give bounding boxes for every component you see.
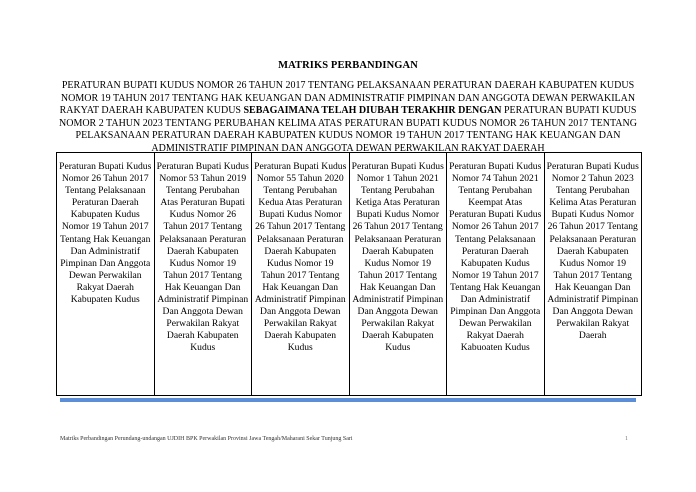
table-row — [57, 153, 642, 396]
page-number: 1 — [625, 436, 628, 442]
matrix-cell-regulation-2: Peraturan Bupati Kudus Nomor 53 Tahun 2019 Tentang Perubahan Atas Peraturan Bupati Kudus Nomor 26 Tahun 2017 Tentang Pelaksanaan Peraturan Daerah Kabupaten Kudus Nomor 19 Tahun 2017 Tentang Hak Keuangan Dan Administratif Pimpinan Dan Anggota Dewan Perwakilan Rakyat Daerah Kabupaten Kudus — [154, 153, 252, 396]
comparison-matrix-table — [56, 152, 642, 396]
matrix-cell-regulation-1: Peraturan Bupati Kudus Nomor 26 Tahun 2017 Tentang Pelaksanaan Peraturan Daerah Kabupaten Kudus Nomor 19 Tahun 2017 Tentang Hak Keuangan Dan Administratif Pimpinan Dan Anggota Dewan Perwakilan Rakyat Daerah Kabupaten Kudus — [57, 153, 155, 396]
footer-text: Matriks Perbandingan Perundang-undangan UJDIH BPK Perwakilan Provinsi Jawa Tengah/Maharani Sekar Tunjung Sari — [60, 436, 353, 442]
subtitle-bold-phrase: SEBAGAIMANA TELAH DIUBAH TERAKHIR DENGAN — [243, 105, 502, 117]
matrix-cell-regulation-3: Peraturan Bupati Kudus Nomor 55 Tahun 2020 Tentang Perubahan Kedua Atas Peraturan Bupati Kudus Nomor 26 Tahun 2017 Tentang Pelaksanaan Peraturan Daerah Kabupaten Kudus Nomor 19 Tahun 2017 Tentang Hak Keuangan Dan Administratif Pimpinan Dan Anggota Dewan Perwakilan Rakyat Daerah Kabupaten Kudus — [252, 153, 350, 396]
matrix-cell-regulation-5: Peraturan Bupati Kudus Nomor 74 Tahun 2021 Tentang Perubahan Keempat Atas Peraturan Bupati Kudus Nomor 26 Tahun 2017 Tentang Pelaksanaan Peraturan Daerah Kabupaten Kudus Nomor 19 Tahun 2017 Tentang Hak Keuangan Dan Administratif Pimpinan Dan Anggota Dewan Perwakilan Rakyat Daerah Kabuoaten Kudus — [447, 153, 545, 396]
subtitle-part-2: PERATURAN BUPATI KUDUS NOMOR 2 TAHUN 2023 TENTANG PERUBAHAN KELIMA ATAS PERATURAN BUPATI KUDUS NOMOR 26 TAHUN 2017 TENTANG PELAKSANAAN PERATURAN DAERAH KABUPATEN KUDUS NOMOR 19 TAHUN 2017 TENTANG HAK KEUANGAN DAN ADMINISTRATIF PIMPINAN DAN ANGGOTA DEWAN PERWAKILAN RAKYAT DAERAH — [59, 105, 637, 154]
footer-divider-bar — [60, 398, 636, 402]
document-subtitle — [56, 80, 640, 156]
matrix-cell-regulation-6: Peraturan Bupati Kudus Nomor 2 Tahun 2023 Tentang Perubahan Kelima Atas Peraturan Bupati Kudus Nomor 26 Tahun 2017 Tentang Pelaksanaan Peraturan Daerah Kabupaten Kudus Nomor 19 Tahun 2017 Tentang Hak Keuangan Dan Administratif Pimpinan Dan Anggota Dewan Perwakilan Rakyat Daerah — [544, 153, 642, 396]
document-title: MATRIKS PERBANDINGAN — [278, 60, 418, 71]
matrix-cell-regulation-4: Peraturan Bupati Kudus Nomor 1 Tahun 2021 Tentang Perubahan Ketiga Atas Peraturan Bupati Kudus Nomor 26 Tahun 2017 Tentang Pelaksanaan Peraturan Daerah Kabupaten Kudus Nomor 19 Tahun 2017 Tentang Hak Keuangan Dan Administratif Pimpinan Dan Anggota Dewan Perwakilan Rakyat Daerah Kabupaten Kudus — [349, 153, 447, 396]
subtitle-part-1: PERATURAN BUPATI KUDUS NOMOR 26 TAHUN 2017 TENTANG PELAKSANAAN PERATURAN DAERAH KABUPATEN KUDUS NOMOR 19 TAHUN 2017 TENTANG HAK KEUANGAN DAN ADMINISTRATIF PIMPINAN DAN ANGGOTA DEWAN PERWAKILAN RAKYAT DAERAH KABUPATEN KUDUS — [59, 80, 636, 117]
